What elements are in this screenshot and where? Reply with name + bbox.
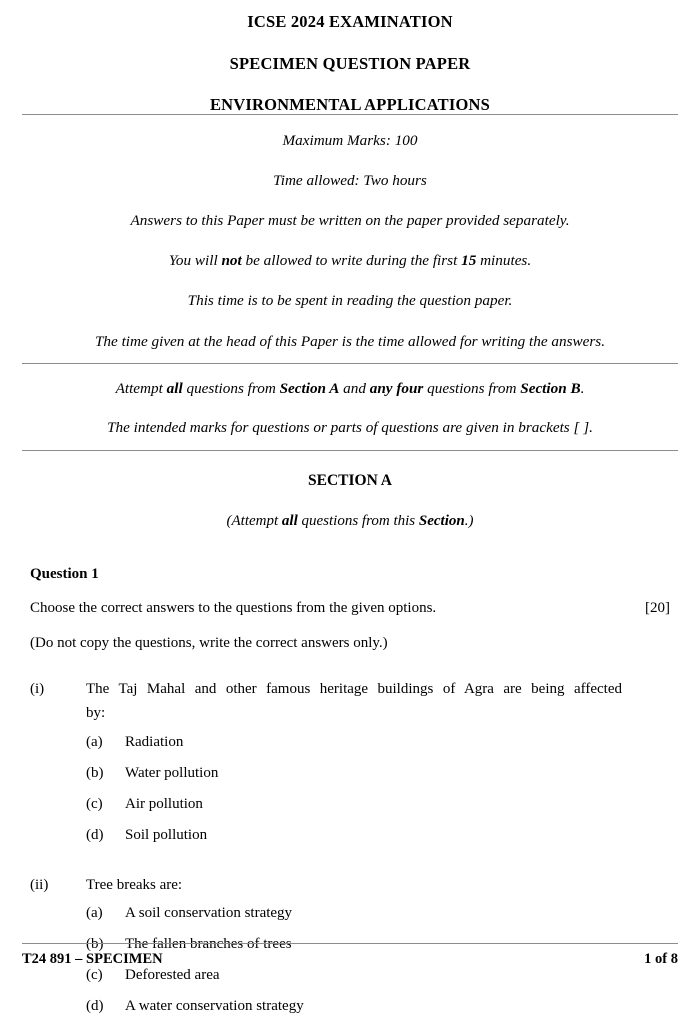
attempt-bold-section-a: Section A [280, 380, 340, 397]
reading-time-line: This time is to be spent in reading the question paper. [22, 293, 678, 308]
mcq-ii-option-d[interactable] [86, 998, 678, 1015]
no-writing-bold-not: not [221, 252, 241, 269]
mcq-ii-option-c-text: Deforested area [125, 967, 220, 984]
intended-marks-line: The intended marks for questions or parts of questions are given in brackets [ ]. [22, 420, 678, 435]
section-sub-bold-section: Section [419, 513, 465, 529]
mcq-i-option-d[interactable] [86, 827, 678, 844]
attempt-mid-1: questions from [183, 380, 280, 397]
question-1-marks-badge: [20] [645, 600, 670, 617]
attempt-pre: Attempt [116, 380, 167, 397]
footer-page-number: 1 of 8 [644, 951, 678, 968]
head-time-line: The time given at the head of this Paper is the time allowed for writing the answers. [22, 334, 678, 349]
paper-title-block [22, 0, 678, 114]
mcq-i-option-c-text: Air pollution [125, 796, 203, 813]
answers-separate-paper-line: Answers to this Paper must be written on the paper provided separately. [22, 213, 678, 228]
mcq-i-option-b-letter: (b) [86, 765, 125, 782]
attempt-mid-3: questions from [423, 380, 520, 397]
mcq-ii-option-a-letter: (a) [86, 905, 125, 922]
no-writing-first-minutes-line [22, 253, 678, 268]
mcq-i-stem-line-1: The Taj Mahal and other famous heritage buildings of Agra are being affected [86, 678, 622, 702]
attempt-questions-line [22, 381, 678, 396]
attempt-bold-section-b: Section B [520, 380, 580, 397]
mcq-ii-option-b-letter: (b) [86, 936, 125, 953]
instructions-block-secondary [22, 364, 678, 450]
divider-bottom [22, 450, 678, 451]
attempt-mid-2: and [339, 380, 369, 397]
mcq-i-options [30, 734, 678, 844]
mcq-i-option-a[interactable] [86, 734, 678, 751]
no-writing-post: minutes. [476, 252, 531, 269]
mcq-i-option-b[interactable] [86, 765, 678, 782]
question-1-instruction-text: Choose the correct answers to the questions from the given options. [30, 600, 436, 616]
maximum-marks-line: Maximum Marks: 100 [22, 133, 678, 148]
mcq-i-option-b-text: Water pollution [125, 765, 218, 782]
mcq-ii-number: (ii) [30, 874, 86, 898]
mcq-i-option-d-text: Soil pollution [125, 827, 207, 844]
no-writing-pre: You will [169, 252, 222, 269]
question-1-instruction [22, 600, 678, 617]
mcq-ii-option-c-letter: (c) [86, 967, 125, 984]
section-sub-bold-all: all [282, 513, 298, 529]
mcq-i-stem [86, 678, 678, 725]
mcq-ii-option-a-text: A soil conservation strategy [125, 905, 292, 922]
section-a-heading: SECTION A [22, 472, 678, 490]
section-a-subheading [22, 513, 678, 530]
mcq-i-option-d-letter: (d) [86, 827, 125, 844]
footer-divider [22, 943, 678, 944]
mcq-i-stem-row [30, 678, 678, 725]
mcq-i-stem-line-2: by: [86, 702, 622, 726]
page-footer [22, 943, 678, 968]
mcq-ii-option-d-letter: (d) [86, 998, 125, 1015]
section-sub-pre: (Attempt [227, 513, 282, 529]
no-writing-mid: be allowed to write during the first [242, 252, 461, 269]
exam-title-line-1: ICSE 2024 EXAMINATION [22, 14, 678, 31]
mcq-i-number: (i) [30, 678, 86, 702]
mcq-i-option-c[interactable] [86, 796, 678, 813]
mcq-ii-stem-row [30, 874, 678, 898]
mcq-ii-option-d-text: A water conservation strategy [125, 998, 304, 1015]
mcq-item-i [22, 678, 678, 843]
section-sub-mid: questions from this [298, 513, 419, 529]
attempt-bold-any-four: any four [370, 380, 424, 397]
attempt-bold-all: all [167, 380, 183, 397]
no-writing-bold-minutes: 15 [461, 252, 476, 269]
mcq-i-option-a-text: Radiation [125, 734, 183, 751]
footer-content [22, 951, 678, 968]
exam-title-line-3: ENVIRONMENTAL APPLICATIONS [22, 97, 678, 114]
question-1-title: Question 1 [22, 566, 678, 583]
attempt-post: . [581, 380, 585, 397]
question-1-note: (Do not copy the questions, write the correct answers only.) [22, 635, 678, 652]
time-allowed-line: Time allowed: Two hours [22, 173, 678, 188]
exam-title-line-2: SPECIMEN QUESTION PAPER [22, 56, 678, 73]
mcq-i-option-a-letter: (a) [86, 734, 125, 751]
mcq-ii-stem [86, 874, 678, 898]
footer-paper-code: T24 891 – SPECIMEN [22, 951, 163, 968]
instructions-block-primary [22, 115, 678, 363]
mcq-i-option-c-letter: (c) [86, 796, 125, 813]
mcq-ii-option-b-text: The fallen branches of trees [125, 936, 292, 953]
section-sub-post: .) [465, 513, 474, 529]
mcq-ii-stem-line-1: Tree breaks are: [86, 874, 622, 898]
mcq-ii-option-a[interactable] [86, 905, 678, 922]
